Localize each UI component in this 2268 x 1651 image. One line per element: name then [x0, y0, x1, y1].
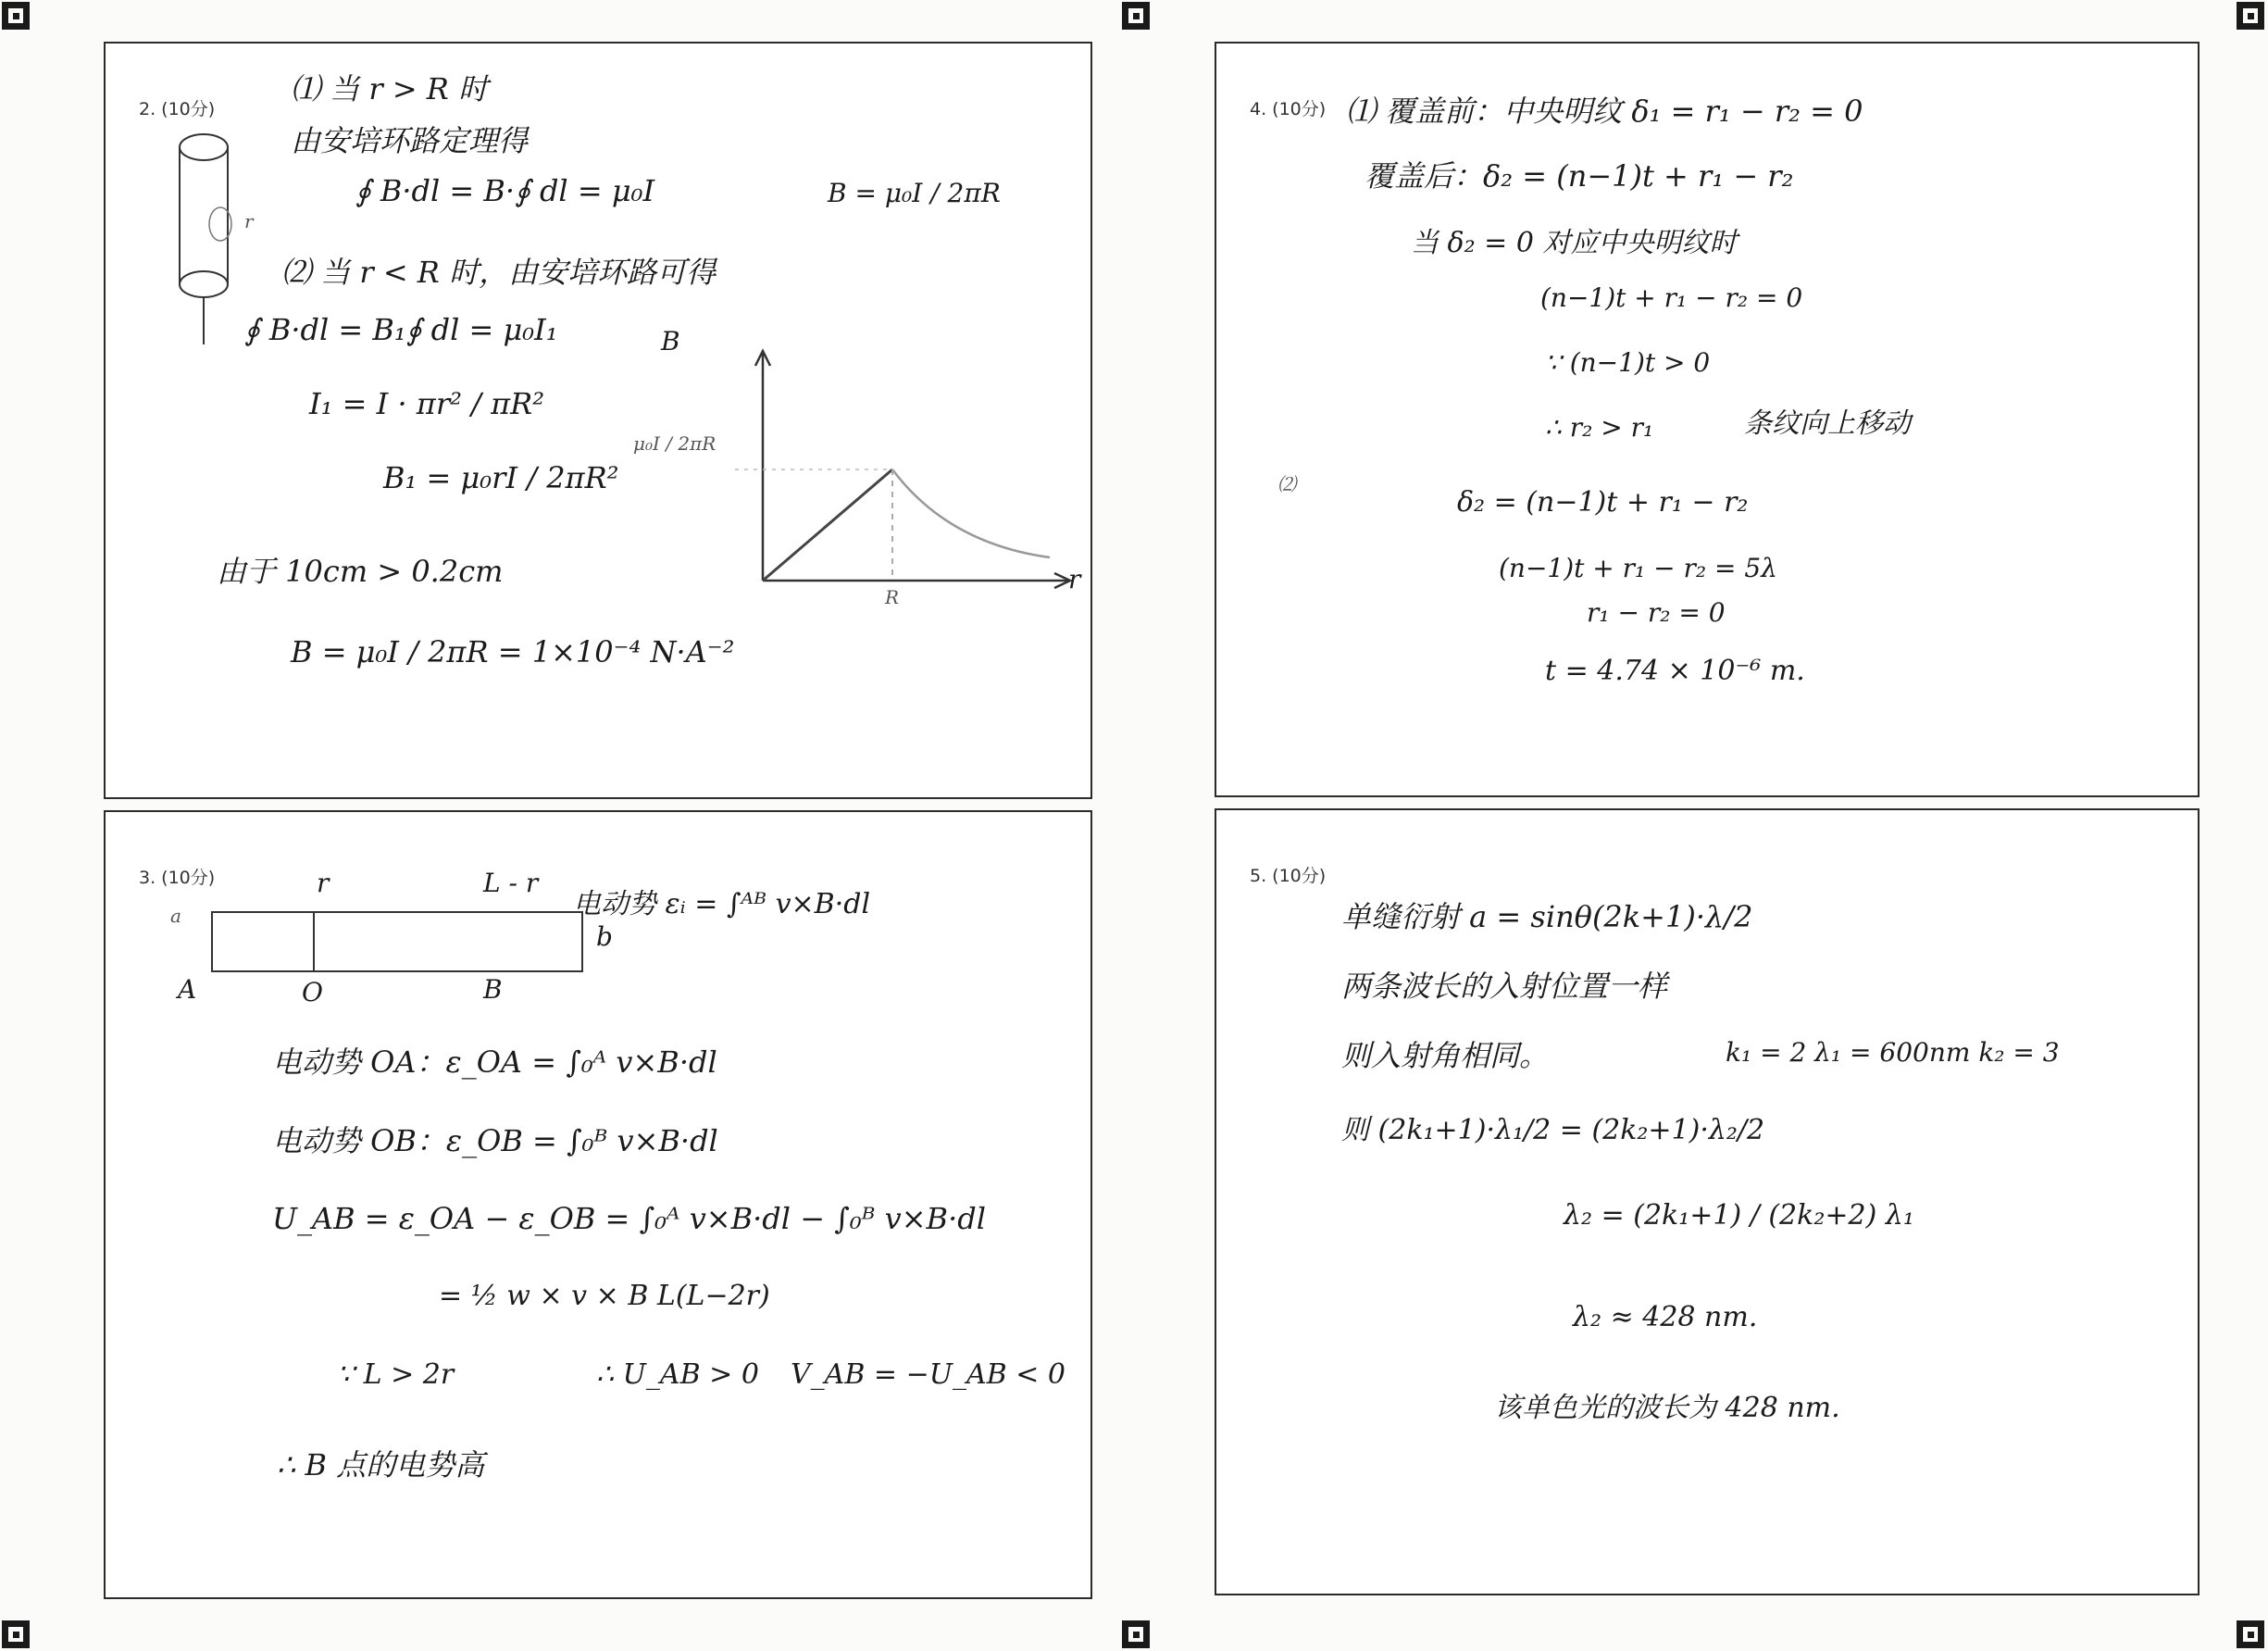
answer-box-q3: [104, 810, 1092, 1599]
text-line: V_AB = −U_AB < 0: [791, 1358, 1066, 1391]
answer-box-q4: [1215, 42, 2199, 797]
text-line: 条纹向上移动: [1744, 407, 1911, 440]
text-line: (n−1)t + r₁ − r₂ = 5λ: [1499, 553, 1777, 583]
graph-axis-capital-r-label: R: [885, 586, 900, 608]
text-line: ∴ B 点的电势高: [277, 1447, 485, 1482]
cylinder-r-label: r: [244, 210, 254, 232]
text-line: B = μ₀I / 2πR = 1×10⁻⁴ N·A⁻²: [291, 634, 735, 669]
text-line: 由安培环路定理得: [291, 123, 529, 158]
text-line: 则入射角相同。: [1341, 1038, 1550, 1073]
text-line: ⑴ 当 r > R 时: [291, 71, 489, 106]
text-line: r₁ − r₂ = 0: [1587, 597, 1726, 628]
question-label: 4. (10分): [1250, 99, 1327, 119]
text-line: B = μ₀I / 2πR: [828, 178, 1001, 208]
text-line: λ₂ = (2k₁+1) / (2k₂+2) λ₁: [1564, 1199, 1914, 1232]
point-a-label: a: [170, 905, 181, 927]
answer-box-q2: [104, 42, 1092, 799]
text-line: k₁ = 2 λ₁ = 600nm k₂ = 3: [1726, 1037, 2060, 1068]
fiducial-marker-bottom-right: [2237, 1620, 2264, 1648]
text-line: ⑴ 覆盖前：中央明纹 δ₁ = r₁ − r₂ = 0: [1346, 94, 1863, 129]
field-graph: [679, 340, 1087, 618]
text-line: ∴ U_AB > 0: [596, 1358, 759, 1391]
point-b-label: b: [596, 921, 613, 952]
point-o-label: O: [302, 977, 323, 1007]
question-label: 5. (10分): [1250, 866, 1327, 886]
text-line: ∮ B·dl = B₁∮ dl = μ₀I₁: [244, 312, 558, 347]
text-line: 则 (2k₁+1)·λ₁/2 = (2k₂+1)·λ₂/2: [1341, 1114, 1765, 1146]
fiducial-marker-top-left: [2, 2, 30, 30]
text-line: ⑵ 当 r < R 时，由安培环路可得: [281, 255, 717, 290]
text-line: 覆盖后：δ₂ = (n−1)t + r₁ − r₂: [1365, 158, 1794, 194]
text-line: 由于 10cm > 0.2cm: [217, 554, 504, 589]
graph-axis-b-label: B: [661, 326, 680, 356]
text-line: δ₂ = (n−1)t + r₁ − r₂: [1457, 486, 1749, 519]
text-line: 电动势 εᵢ = ∫ᴬᴮ v×B·dl: [573, 888, 871, 920]
text-line: λ₂ ≈ 428 nm.: [1573, 1301, 1758, 1333]
text-line: 电动势 OB：ε_OB = ∫₀ᴮ v×B·dl: [272, 1123, 718, 1158]
fiducial-marker-top-center: [1122, 2, 1150, 30]
text-line: ∮ B·dl = B·∮ dl = μ₀I: [355, 173, 655, 208]
part-label: ⑵: [1277, 473, 1296, 495]
text-line: I₁ = I · πr² / πR²: [309, 386, 545, 421]
question-label: 2. (10分): [139, 99, 216, 119]
question-label: 3. (10分): [139, 868, 216, 888]
text-line: ∵ L > 2r: [337, 1358, 455, 1391]
rod-diagram: [198, 905, 605, 969]
text-line: 两条波长的入射位置一样: [1341, 969, 1668, 1004]
answer-box-q5: [1215, 808, 2199, 1595]
text-line: t = 4.74 × 10⁻⁶ m.: [1545, 655, 1805, 687]
fiducial-marker-top-right: [2237, 2, 2264, 30]
segment-l-minus-r-label: L - r: [483, 868, 539, 898]
fiducial-marker-bottom-left: [2, 1620, 30, 1648]
text-line: 该单色光的波长为 428 nm.: [1494, 1392, 1840, 1424]
text-line: B₁ = μ₀rI / 2πR²: [383, 460, 619, 495]
text-line: ∴ r₂ > r₁: [1545, 412, 1654, 443]
text-line: 当 δ₂ = 0 对应中央明纹时: [1411, 227, 1738, 259]
graph-axis-y-label: μ₀I / 2πR: [633, 432, 717, 455]
fiducial-marker-bottom-center: [1122, 1620, 1150, 1648]
point-capital-a-label: A: [178, 974, 197, 1005]
text-line: 单缝衍射 a = sinθ(2k+1)·λ/2: [1341, 899, 1753, 934]
point-capital-b-label: B: [483, 974, 503, 1005]
text-line: U_AB = ε_OA − ε_OB = ∫₀ᴬ v×B·dl − ∫₀ᴮ v×B·dl: [272, 1201, 986, 1236]
graph-axis-r-label: r: [1068, 564, 1081, 594]
cylinder-sketch: [165, 118, 248, 349]
segment-r-label: r: [317, 868, 330, 898]
text-line: ∵ (n−1)t > 0: [1545, 347, 1711, 378]
text-line: 电动势 OA：ε_OA = ∫₀ᴬ v×B·dl: [272, 1044, 717, 1080]
text-line: (n−1)t + r₁ − r₂ = 0: [1540, 282, 1803, 313]
text-line: = ½ w × v × B L(L−2r): [439, 1280, 770, 1312]
